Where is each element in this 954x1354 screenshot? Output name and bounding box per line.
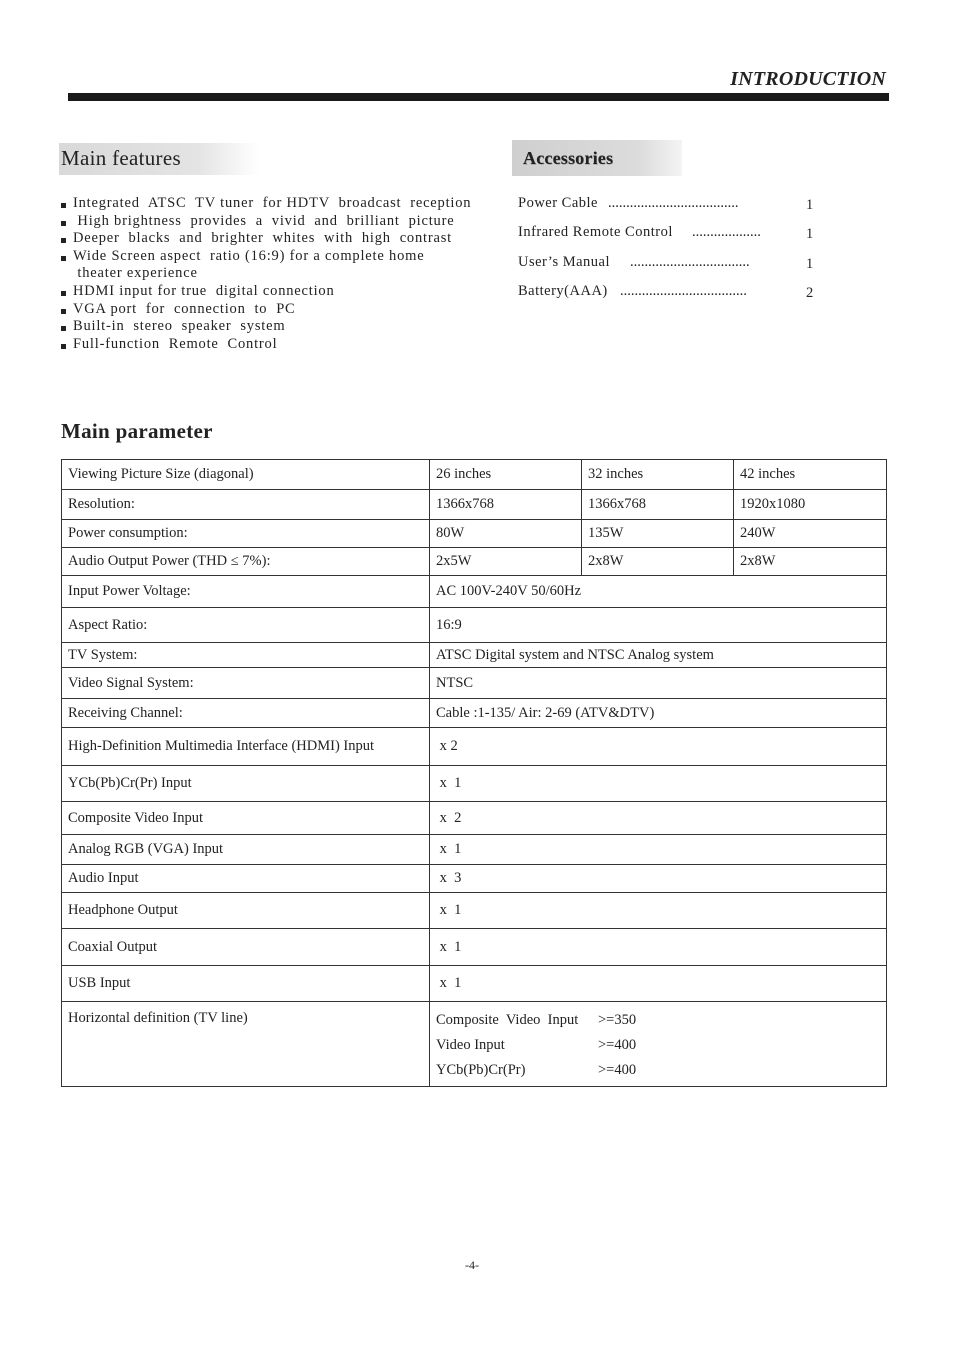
param-value: 26 inches (430, 460, 582, 490)
accessories-heading: Accessories (523, 148, 614, 168)
param-value: x 1 (430, 766, 887, 802)
accessory-item (518, 254, 818, 274)
feature-item (61, 283, 471, 301)
param-label: Coaxial Output (62, 929, 430, 966)
table-row (62, 1002, 887, 1087)
accessory-item (518, 195, 818, 215)
table-row (62, 893, 887, 929)
features-list (61, 195, 471, 353)
param-label: Video Signal System: (62, 668, 430, 699)
param-label: High-Definition Multimedia Interface (HDMI) Input (62, 728, 430, 766)
feature-item (61, 336, 471, 354)
bullet-icon (61, 291, 66, 296)
param-label: USB Input (62, 966, 430, 1002)
param-label: Input Power Voltage: (62, 576, 430, 608)
table-row (62, 490, 887, 520)
param-value: 80W (430, 520, 582, 548)
param-value: 1920x1080 (734, 490, 887, 520)
hd-line-name: Video Input (436, 1037, 505, 1053)
param-value: x 1 (430, 893, 887, 929)
feature-item (61, 248, 471, 283)
table-row (62, 668, 887, 699)
feature-text: VGA port for connection to PC (73, 300, 296, 317)
param-value: AC 100V-240V 50/60Hz (430, 576, 887, 608)
param-value: 1366x768 (582, 490, 734, 520)
accessory-name: User’s Manual (518, 254, 611, 270)
param-value: 1366x768 (430, 490, 582, 520)
accessory-name: Power Cable (518, 195, 598, 211)
bullet-icon (61, 221, 66, 226)
table-row (62, 643, 887, 668)
accessory-qty: 1 (806, 226, 814, 242)
bullet-icon (61, 309, 66, 314)
bullet-icon (61, 238, 66, 243)
parameter-table (61, 459, 887, 1087)
accessory-name: Battery(AAA) (518, 283, 608, 299)
feature-text: Wide Screen aspect ratio (16:9) for a complete home theater experience (73, 247, 425, 282)
param-value: x 2 (430, 728, 887, 766)
hd-line-value: >=400 (598, 1037, 637, 1053)
param-value: 135W (582, 520, 734, 548)
param-value-group (430, 1002, 887, 1087)
horizontal-definition-line (436, 1008, 880, 1033)
feature-text: Full-function Remote Control (73, 335, 278, 352)
param-value: 16:9 (430, 608, 887, 643)
param-label: Viewing Picture Size (diagonal) (62, 460, 430, 490)
horizontal-definition-line (436, 1058, 880, 1083)
feature-item (61, 301, 471, 319)
param-value: x 1 (430, 929, 887, 966)
param-label: Aspect Ratio: (62, 608, 430, 643)
feature-item (61, 213, 471, 231)
param-value: 42 inches (734, 460, 887, 490)
param-label: Audio Output Power (THD ≤ 7%): (62, 548, 430, 576)
bullet-icon (61, 256, 66, 261)
hd-line-name: YCb(Pb)Cr(Pr) (436, 1062, 526, 1078)
table-row (62, 576, 887, 608)
param-label: TV System: (62, 643, 430, 668)
table-row (62, 865, 887, 893)
feature-item (61, 318, 471, 336)
param-value: NTSC (430, 668, 887, 699)
param-label: Power consumption: (62, 520, 430, 548)
feature-text: HDMI input for true digital connection (73, 282, 335, 299)
table-row (62, 966, 887, 1002)
table-row (62, 548, 887, 576)
accessory-leader-dots: ................................... (620, 283, 747, 299)
param-value: x 1 (430, 966, 887, 1002)
param-label: Composite Video Input (62, 802, 430, 835)
hd-line-name: Composite Video Input (436, 1012, 579, 1028)
param-value: 2x5W (430, 548, 582, 576)
table-row (62, 802, 887, 835)
accessory-qty: 1 (806, 197, 814, 213)
feature-item (61, 195, 471, 213)
accessory-leader-dots: .................................... (608, 195, 739, 211)
param-value: x 1 (430, 835, 887, 865)
feature-text: Built-in stereo speaker system (73, 318, 286, 335)
param-value: 2x8W (582, 548, 734, 576)
param-label: Receiving Channel: (62, 699, 430, 728)
table-row (62, 520, 887, 548)
param-label: Resolution: (62, 490, 430, 520)
accessory-item (518, 224, 818, 244)
bullet-icon (61, 203, 66, 208)
horizontal-definition-line (436, 1033, 880, 1058)
feature-item (61, 230, 471, 248)
page-number: -4- (465, 1258, 479, 1272)
accessory-qty: 1 (806, 256, 814, 272)
param-value: 2x8W (734, 548, 887, 576)
table-row (62, 699, 887, 728)
table-row (62, 766, 887, 802)
feature-text: High brightness provides a vivid and brilliant picture (73, 212, 455, 229)
accessory-name: Infrared Remote Control (518, 224, 673, 240)
bullet-icon (61, 344, 66, 349)
param-value: Cable :1-135/ Air: 2-69 (ATV&DTV) (430, 699, 887, 728)
accessory-item (518, 283, 818, 303)
table-row (62, 460, 887, 490)
feature-text: Integrated ATSC TV tuner for HDTV broadcast reception (73, 195, 472, 211)
param-value: 240W (734, 520, 887, 548)
feature-text: Deeper blacks and brighter whites with high contrast (73, 230, 453, 247)
main-features-heading: Main features (61, 146, 181, 170)
param-label: Headphone Output (62, 893, 430, 929)
param-value: ATSC Digital system and NTSC Analog system (430, 643, 887, 668)
accessory-qty: 2 (806, 285, 814, 301)
table-row (62, 608, 887, 643)
accessory-leader-dots: ................................. (630, 254, 750, 270)
param-label: Audio Input (62, 865, 430, 893)
hd-line-value: >=350 (598, 1012, 637, 1028)
accessory-leader-dots: ................... (692, 224, 761, 240)
param-label: YCb(Pb)Cr(Pr) Input (62, 766, 430, 802)
table-row (62, 929, 887, 966)
param-value: 32 inches (582, 460, 734, 490)
param-value: x 2 (430, 802, 887, 835)
main-parameter-heading: Main parameter (61, 419, 213, 443)
table-row (62, 835, 887, 865)
header-rule (68, 93, 889, 101)
bullet-icon (61, 326, 66, 331)
table-row (62, 728, 887, 766)
param-label: Analog RGB (VGA) Input (62, 835, 430, 865)
param-value: x 3 (430, 865, 887, 893)
section-title: INTRODUCTION (730, 68, 886, 90)
param-label: Horizontal definition (TV line) (62, 1002, 430, 1087)
hd-line-value: >=400 (598, 1062, 637, 1078)
